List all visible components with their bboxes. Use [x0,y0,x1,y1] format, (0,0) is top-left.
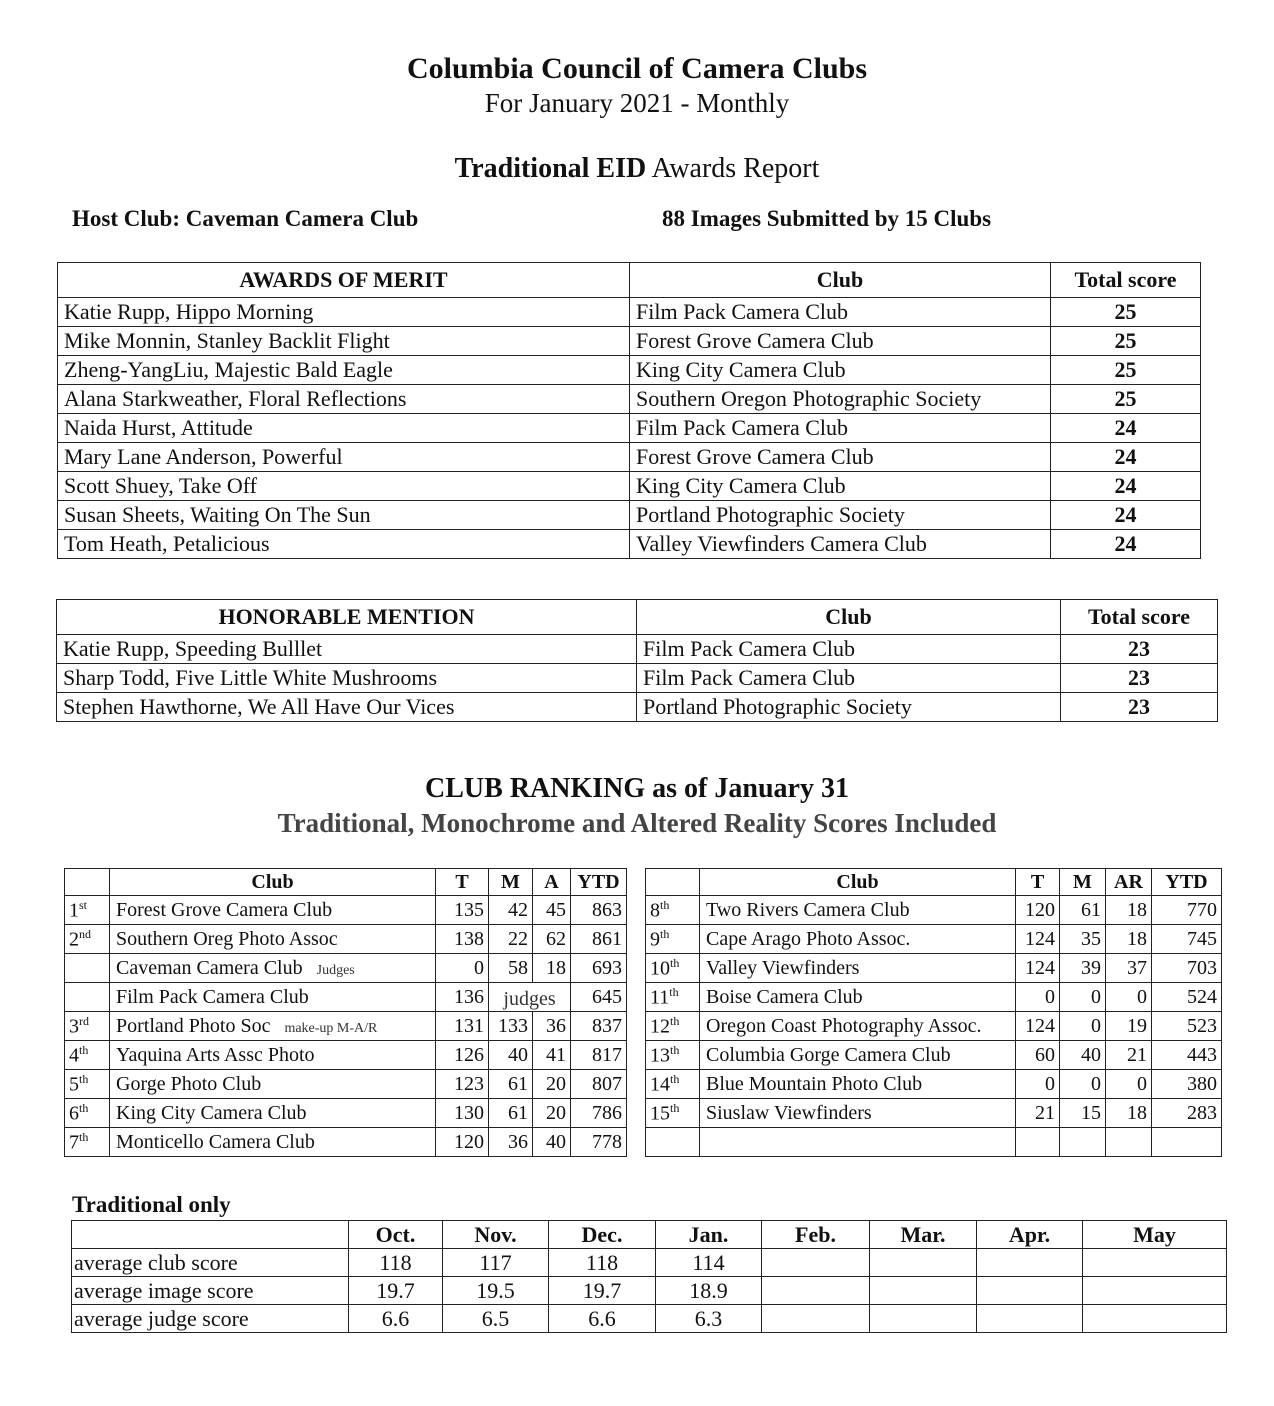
rank-t: 135 [436,896,489,925]
honorable-row [57,635,1218,664]
traditional-month-header: Nov. [443,1221,549,1249]
rank-position-suffix: th [670,1013,680,1028]
merit-club: Forest Grove Camera Club [630,327,1051,356]
traditional-value: 19.7 [349,1277,443,1305]
merit-entrant: Susan Sheets, Waiting On The Sun [58,501,630,530]
rank-m: 22 [489,925,533,954]
ranking-table-left [64,868,627,1157]
rank-m: 0 [1060,1070,1106,1099]
merit-club: Forest Grove Camera Club [630,443,1051,472]
merit-entrant: Zheng-YangLiu, Majestic Bald Eagle [58,356,630,385]
honorable-score: 23 [1061,664,1218,693]
rank-row [65,925,627,954]
rank-position [646,1128,700,1157]
rank-m: 39 [1060,954,1106,983]
traditional-month-header: Jan. [656,1221,762,1249]
rank-club [110,1070,436,1099]
rank-m: 61 [1060,896,1106,925]
traditional-value: 19.7 [549,1277,656,1305]
ranking-subtitle: Traditional, Monochrome and Altered Reality Scores Included [277,808,997,838]
rank-t: 126 [436,1041,489,1070]
rank-position-number: 7 [69,1131,79,1154]
rank-judges-note: judges [489,983,571,1012]
rank-club-name: Yaquina Arts Assc Photo [116,1043,315,1066]
traditional-value [762,1249,870,1277]
merit-club: Film Pack Camera Club [630,298,1051,327]
merit-score: 24 [1051,501,1201,530]
rank-position-number: 13 [650,1044,670,1067]
rank-right-header: Club [700,869,1016,896]
traditional-value [762,1305,870,1333]
rank-left-header: T [436,869,489,896]
honorable-club: Film Pack Camera Club [637,664,1061,693]
rank-position [65,896,110,925]
rank-position [646,1070,700,1099]
traditional-value: 18.9 [656,1277,762,1305]
merit-entrant: Tom Heath, Petalicious [58,530,630,559]
traditional-value: 6.5 [443,1305,549,1333]
merit-club: King City Camera Club [630,472,1051,501]
merit-entrant: Alana Starkweather, Floral Reflections [58,385,630,414]
merit-score: 25 [1051,298,1201,327]
traditional-value: 6.6 [349,1305,443,1333]
report-period: For January 2021 - Monthly [484,88,790,118]
rank-t: 120 [436,1128,489,1157]
rank-club-name: Gorge Photo Club [116,1072,262,1095]
rank-a: 45 [533,896,571,925]
merit-club: Southern Oregon Photographic Society [630,385,1051,414]
merit-score: 24 [1051,530,1201,559]
merit-row [58,501,1201,530]
rank-a: 20 [533,1070,571,1099]
traditional-month-header: Dec. [549,1221,656,1249]
rank-m: 0 [1060,1012,1106,1041]
rank-club-name: Southern Oreg Photo Assoc [116,927,338,950]
rank-m: 133 [489,1012,533,1041]
rank-position-number: 12 [650,1015,670,1038]
rank-position [646,1099,700,1128]
rank-ytd [1152,1128,1222,1157]
rank-club-name: Oregon Coast Photography Assoc. [706,1014,982,1037]
rank-left-header [65,869,110,896]
rank-club-name: Boise Camera Club [706,985,863,1008]
rank-ytd: 778 [571,1128,627,1157]
rank-position [646,1012,700,1041]
rank-club [700,1070,1016,1099]
rank-club [110,1099,436,1128]
rank-a: 62 [533,925,571,954]
rank-ytd: 861 [571,925,627,954]
traditional-value: 117 [443,1249,549,1277]
merit-entrant: Katie Rupp, Hippo Morning [58,298,630,327]
rank-m: 58 [489,954,533,983]
rank-club-name: Monticello Camera Club [116,1130,315,1153]
rank-club [700,896,1016,925]
rank-ytd: 770 [1152,896,1222,925]
rank-t: 60 [1016,1041,1060,1070]
traditional-month-header: May [1083,1221,1227,1249]
awards-header-club: Club [630,263,1051,298]
rank-club [110,954,436,983]
rank-position-number: 11 [650,986,670,1009]
rank-club [700,1128,1016,1157]
rank-position-suffix: th [660,926,670,941]
merit-score: 24 [1051,472,1201,501]
rank-m: 61 [489,1099,533,1128]
rank-right-header [646,869,700,896]
honorable-entrant: Stephen Hawthorne, We All Have Our Vices [57,693,637,722]
rank-left-header: YTD [571,869,627,896]
report-organization: Columbia Council of Camera Clubs [406,52,868,85]
traditional-value [870,1305,977,1333]
rank-row [646,1041,1222,1070]
rank-club [700,925,1016,954]
honorable-row [57,664,1218,693]
rank-club [700,983,1016,1012]
rank-row [65,1070,627,1099]
rank-row [65,954,627,983]
rank-t: 124 [1016,1012,1060,1041]
report-title [0,153,1274,185]
rank-position [65,1041,110,1070]
merit-entrant: Naida Hurst, Attitude [58,414,630,443]
awards-header-name: AWARDS OF MERIT [58,263,630,298]
rank-position-number: 10 [650,957,670,980]
rank-m [1060,1128,1106,1157]
merit-score: 25 [1051,356,1201,385]
rank-right-header: AR [1106,869,1152,896]
rank-row [646,925,1222,954]
awards-header-score: Total score [1051,263,1201,298]
rank-t: 124 [1016,925,1060,954]
rank-club [700,1041,1016,1070]
traditional-header-blank [72,1221,349,1249]
rank-club-note: Judges [316,962,355,978]
rank-ytd: 645 [571,983,627,1012]
rank-row [65,1099,627,1128]
rank-a: 21 [1106,1041,1152,1070]
merit-row [58,472,1201,501]
rank-position-suffix: th [79,1100,89,1115]
rank-t: 120 [1016,896,1060,925]
rank-club-note: make-up M-A/R [284,1020,378,1036]
rank-club [700,1012,1016,1041]
rank-position-number: 8 [650,899,660,922]
rank-club-name: Two Rivers Camera Club [706,898,910,921]
rank-right-header: T [1016,869,1060,896]
rank-m: 40 [1060,1041,1106,1070]
rank-ytd: 380 [1152,1070,1222,1099]
rank-club-name: Forest Grove Camera Club [116,898,333,921]
merit-score: 25 [1051,385,1201,414]
rank-position-suffix: th [670,1042,680,1057]
merit-row [58,327,1201,356]
traditional-value [1083,1277,1227,1305]
rank-row [646,1012,1222,1041]
rank-a: 41 [533,1041,571,1070]
merit-score: 25 [1051,327,1201,356]
rank-ytd: 523 [1152,1012,1222,1041]
honorable-mention-table [56,599,1218,722]
rank-ytd: 745 [1152,925,1222,954]
rank-club-name: Siuslaw Viewfinders [706,1101,872,1124]
rank-position-suffix: th [670,1100,680,1115]
honorable-header-club: Club [637,600,1061,635]
rank-ytd: 693 [571,954,627,983]
rank-t: 0 [436,954,489,983]
rank-position [65,1012,110,1041]
ranking-table-right [645,868,1222,1157]
merit-club: Portland Photographic Society [630,501,1051,530]
traditional-row-label: average image score [72,1277,349,1305]
rank-row [646,1099,1222,1128]
merit-club: King City Camera Club [630,356,1051,385]
rank-position-number: 1 [69,899,79,922]
merit-entrant: Mary Lane Anderson, Powerful [58,443,630,472]
rank-row [646,1070,1222,1099]
rank-position [65,1128,110,1157]
rank-left-header: A [533,869,571,896]
honorable-header-score: Total score [1061,600,1218,635]
rank-club-name: King City Camera Club [116,1101,307,1124]
rank-a: 18 [1106,1099,1152,1128]
rank-m: 42 [489,896,533,925]
rank-position-suffix: th [79,1129,89,1144]
rank-right-header: M [1060,869,1106,896]
rank-t: 0 [1016,1070,1060,1099]
traditional-value: 6.3 [656,1305,762,1333]
honorable-header-name: HONORABLE MENTION [57,600,637,635]
rank-t: 124 [1016,954,1060,983]
rank-ytd: 524 [1152,983,1222,1012]
rank-position-suffix: nd [79,926,91,941]
merit-row [58,298,1201,327]
rank-position [646,925,700,954]
honorable-score: 23 [1061,693,1218,722]
rank-position-number: 2 [69,928,79,951]
merit-score: 24 [1051,443,1201,472]
traditional-value: 118 [549,1249,656,1277]
traditional-value [870,1277,977,1305]
traditional-value [977,1305,1083,1333]
traditional-value [762,1277,870,1305]
rank-a: 37 [1106,954,1152,983]
rank-club [110,983,436,1012]
awards-of-merit-table [57,262,1201,559]
rank-position-suffix: th [670,955,680,970]
rank-ytd: 817 [571,1041,627,1070]
rank-t: 130 [436,1099,489,1128]
rank-position [646,954,700,983]
rank-a: 0 [1106,1070,1152,1099]
rank-position [65,1070,110,1099]
rank-a: 0 [1106,983,1152,1012]
rank-left-header: Club [110,869,436,896]
rank-m: 15 [1060,1099,1106,1128]
merit-score: 24 [1051,414,1201,443]
rank-club [110,1012,436,1041]
rank-position-suffix: th [670,1071,680,1086]
rank-a: 18 [1106,925,1152,954]
rank-ytd: 703 [1152,954,1222,983]
merit-entrant: Scott Shuey, Take Off [58,472,630,501]
traditional-value [1083,1249,1227,1277]
rank-t: 123 [436,1070,489,1099]
rank-row [646,954,1222,983]
rank-ytd: 837 [571,1012,627,1041]
rank-m: 35 [1060,925,1106,954]
honorable-entrant: Katie Rupp, Speeding Bulllet [57,635,637,664]
rank-position-number: 5 [69,1073,79,1096]
rank-club [700,954,1016,983]
rank-ytd: 786 [571,1099,627,1128]
rank-club [700,1099,1016,1128]
rank-position-number: 14 [650,1073,670,1096]
rank-left-header: M [489,869,533,896]
honorable-row [57,693,1218,722]
rank-t: 21 [1016,1099,1060,1128]
honorable-club: Film Pack Camera Club [637,635,1061,664]
rank-position [65,954,110,983]
merit-entrant: Mike Monnin, Stanley Backlit Flight [58,327,630,356]
traditional-row-label: average club score [72,1249,349,1277]
rank-m: 36 [489,1128,533,1157]
traditional-month-header: Oct. [349,1221,443,1249]
rank-club-name: Blue Mountain Photo Club [706,1072,923,1095]
rank-t [1016,1128,1060,1157]
merit-club: Film Pack Camera Club [630,414,1051,443]
merit-row [58,530,1201,559]
rank-position [65,983,110,1012]
rank-a: 20 [533,1099,571,1128]
rank-row [646,896,1222,925]
rank-row [65,1012,627,1041]
rank-club-name: Portland Photo Soc [116,1014,271,1037]
honorable-score: 23 [1061,635,1218,664]
rank-row [65,1041,627,1070]
honorable-club: Portland Photographic Society [637,693,1061,722]
images-submitted: 88 Images Submitted by 15 Clubs [662,206,992,231]
report-title-bold: Traditional EID [454,153,647,184]
rank-club [110,896,436,925]
traditional-value: 118 [349,1249,443,1277]
rank-t: 138 [436,925,489,954]
traditional-value [977,1277,1083,1305]
rank-position-number: 15 [650,1102,670,1125]
rank-ytd: 283 [1152,1099,1222,1128]
rank-club-name: Caveman Camera Club [116,956,303,979]
rank-row [65,1128,627,1157]
merit-club: Valley Viewfinders Camera Club [630,530,1051,559]
rank-position-suffix: st [79,897,88,912]
traditional-only-title: Traditional only [72,1192,231,1217]
rank-m: 40 [489,1041,533,1070]
traditional-row-label: average judge score [72,1305,349,1333]
host-club: Host Club: Caveman Camera Club [72,206,419,231]
rank-row [65,983,627,1012]
rank-position-suffix: th [669,984,679,999]
merit-row [58,356,1201,385]
ranking-title: CLUB RANKING as of January 31 [425,773,849,804]
rank-a [1106,1128,1152,1157]
rank-club [110,1128,436,1157]
rank-position [646,983,700,1012]
rank-a: 18 [1106,896,1152,925]
rank-t: 131 [436,1012,489,1041]
rank-position-number: 3 [69,1015,79,1038]
rank-t: 0 [1016,983,1060,1012]
traditional-month-header: Apr. [977,1221,1083,1249]
rank-position-suffix: th [79,1042,89,1057]
traditional-value: 114 [656,1249,762,1277]
rank-position-suffix: rd [79,1013,89,1028]
rank-club [110,1041,436,1070]
traditional-value [977,1249,1083,1277]
rank-position [646,1041,700,1070]
rank-row [646,983,1222,1012]
rank-position-number: 9 [650,928,660,951]
rank-position-number: 4 [69,1044,79,1067]
traditional-value [1083,1305,1227,1333]
rank-a: 36 [533,1012,571,1041]
traditional-averages-table [71,1220,1227,1333]
rank-a: 19 [1106,1012,1152,1041]
rank-club-name: Valley Viewfinders [706,956,860,979]
rank-position-number: 6 [69,1102,79,1125]
rank-position [646,896,700,925]
rank-a: 18 [533,954,571,983]
rank-t: 136 [436,983,489,1012]
traditional-row [72,1277,1227,1305]
rank-ytd: 443 [1152,1041,1222,1070]
traditional-value: 6.6 [549,1305,656,1333]
rank-club-name: Cape Arago Photo Assoc. [706,927,911,950]
rank-club-name: Columbia Gorge Camera Club [706,1043,951,1066]
rank-position [65,925,110,954]
rank-row [646,1128,1222,1157]
rank-position-suffix: th [79,1071,89,1086]
rank-row [65,896,627,925]
merit-row [58,443,1201,472]
report-title-rest: Awards Report [646,153,820,184]
traditional-row [72,1305,1227,1333]
merit-row [58,385,1201,414]
honorable-entrant: Sharp Todd, Five Little White Mushrooms [57,664,637,693]
traditional-row [72,1249,1227,1277]
rank-m: 0 [1060,983,1106,1012]
traditional-month-header: Mar. [870,1221,977,1249]
traditional-value: 19.5 [443,1277,549,1305]
rank-ytd: 807 [571,1070,627,1099]
rank-m: 61 [489,1070,533,1099]
rank-club [110,925,436,954]
rank-position [65,1099,110,1128]
rank-a: 40 [533,1128,571,1157]
rank-club-name: Film Pack Camera Club [116,985,309,1008]
rank-position-suffix: th [660,897,670,912]
merit-row [58,414,1201,443]
traditional-value [870,1249,977,1277]
rank-right-header: YTD [1152,869,1222,896]
traditional-month-header: Feb. [762,1221,870,1249]
rank-ytd: 863 [571,896,627,925]
